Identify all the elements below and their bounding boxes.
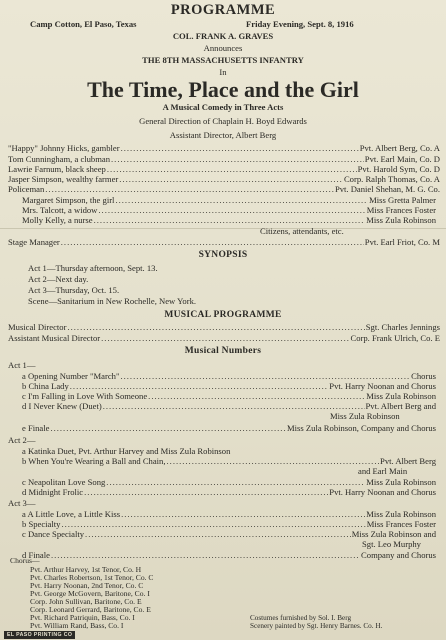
in-text: In [219,67,227,77]
song-title: b China Lady [22,381,69,391]
act-3-label: Act 3— [8,498,36,508]
colonel-name: COL. FRANK A. GRAVES [172,31,274,41]
song-performer: Miss Zula Robinson [366,477,436,487]
cast-role: "Happy" Johnny Hicks, gambler [8,143,120,153]
cast-row [8,184,440,194]
musical-director-name: Sgt. Charles Jennings [365,322,440,332]
cast-actor: Pvt. Earl Main, Co. D [364,154,440,164]
cast-role: Jasper Simpson, wealthy farmer [8,174,119,184]
musical-numbers-heading: Musical Numbers [184,346,262,356]
leader-dots [119,174,343,184]
stage-manager-row [8,237,440,247]
leader-dots [45,184,334,194]
synopsis-line: Act 1—Thursday afternoon, Sept. 13. [28,263,158,273]
synopsis-line: Scene—Sanitarium in New Rochelle, New York. [28,296,197,306]
song-row [22,509,436,519]
chorus-member: Pvt. George McGovern, Baritone, Co. I [30,589,150,598]
song-title: c Dance Specialty [22,529,85,539]
song-performer-continued: Miss Zula Robinson [330,411,400,421]
cast-row [8,174,440,184]
leader-dots [103,401,365,411]
song-performer: Pvt. Harry Noonan and Chorus [329,381,436,391]
leader-dots [107,164,357,174]
leader-dots [61,519,365,529]
song-row [22,456,436,466]
cast-role: Policeman [8,184,45,194]
cast-extra: Citizens, attendants, etc. [260,226,344,236]
cast-row [8,154,440,164]
song-row [22,519,436,529]
synopsis-line: Act 2—Next day. [28,274,89,284]
chorus-member: Corp. John Sullivan, Baritone, Co. E [30,597,142,606]
song-performer: Pvt. Harry Noonan and Chorus [329,487,436,497]
leader-dots [70,381,329,391]
leader-dots [84,487,328,497]
assistant-musical-director-row [8,333,440,343]
song-row [22,487,436,497]
chorus-member: Pvt. William Rand, Bass, Co. I [30,621,124,630]
leader-dots [67,322,364,332]
leader-dots [106,477,365,487]
cast-row [22,205,436,215]
chorus-member: Pvt. Charles Robertson, 1st Tenor, Co. C [30,573,154,582]
song-title: b Specialty [22,519,61,529]
song-performer-continued: and Earl Main [358,466,408,476]
cast-actor: Miss Zula Robinson [366,215,436,225]
song-title: c I'm Falling in Love With Someone [22,391,148,401]
regiment-name: THE 8TH MASSACHUSETTS INFANTRY [142,55,304,65]
song-title: d Finale [22,550,50,560]
song-title: e Finale [22,423,50,433]
song-row [22,529,436,539]
song-performer: Miss Zula Robinson [366,391,436,401]
leader-dots [94,215,366,225]
leader-dots [51,550,360,560]
cast-actor: Pvt. Albert Berg, Co. A [359,143,440,153]
cast-row [22,215,436,225]
song-row [22,381,436,391]
song-title: b When You're Wearing a Ball and Chain, [22,456,166,466]
song-title: a A Little Love, a Little Kiss [22,509,121,519]
chorus-member: Pvt. Harry Noonan, 2nd Tenor, Co. C [30,581,144,590]
costumes-credit: Costumes furnished by Sol. I. Berg [250,614,352,622]
musical-director-row [8,322,440,332]
cast-role: Mrs. Talcott, a widow [22,205,98,215]
location: Camp Cotton, El Paso, Texas [30,19,137,29]
assistant-musical-director-label: Assistant Musical Director [8,333,101,343]
stage-manager-label: Stage Manager [8,237,60,247]
leader-dots [61,237,364,247]
song-performer: Company and Chorus [361,550,436,560]
act-1-label: Act 1— [8,360,36,370]
song-performer: Miss Zula Robinson and [351,529,436,539]
song-title: d Midnight Frolic [22,487,84,497]
leader-dots [148,391,365,401]
cast-role: Lawrie Farnum, black sheep [8,164,106,174]
cast-actor: Miss Frances Foster [366,205,436,215]
performance-date: Friday Evening, Sept. 8, 1916 [246,19,354,29]
announces-text: Announces [203,43,243,53]
leader-dots [101,333,349,343]
chorus-member: Corp. Leonard Gerrard, Baritone, Co. E [30,605,151,614]
leader-dots [85,529,351,539]
general-direction: General Direction of Chaplain H. Boyd Edwards [139,116,307,126]
scenery-credit: Scenery painted by Sgt. Henry Barnes. Co. H. [250,622,383,630]
cast-actor: Corp. Ralph Thomas, Co. A [343,174,440,184]
song-row [22,401,436,411]
cast-role: Molly Kelly, a nurse [22,215,93,225]
stage-manager-name: Pvt. Earl Friot, Co. M [364,237,440,247]
programme-heading: PROGRAMME [170,2,276,18]
song-performer: Chorus [411,371,436,381]
cast-actor: Miss Gretta Palmer [369,195,436,205]
song-row [22,477,436,487]
paper-fold-line [0,228,446,229]
song-performer: Pvt. Albert Berg and [365,401,436,411]
leader-dots [167,456,380,466]
play-title: The Time, Place and the Girl [87,77,359,102]
song-performer: Miss Frances Foster [366,519,436,529]
song-title: a Opening Number "March" [22,371,120,381]
song-performer: Miss Zula Robinson, Company and Chorus [287,423,436,433]
synopsis-heading: SYNOPSIS [198,250,248,260]
cast-role: Tom Cunningham, a clubman [8,154,111,164]
cast-role: Margaret Simpson, the girl [22,195,115,205]
chorus-member: Pvt. Arthur Harvey, 1st Tenor, Co. H [30,565,142,574]
song-row [22,371,436,381]
song-title: c Neapolitan Love Song [22,477,106,487]
cast-row [8,143,440,153]
song-line: a Katinka Duet, Pvt. Arthur Harvey and Miss Zula Robinson [22,446,231,456]
synopsis-line: Act 3—Thursday, Oct. 15. [28,285,120,295]
leader-dots [98,205,365,215]
musical-director-label: Musical Director [8,322,67,332]
printer-imprint: EL PASO PRINTING CO [4,631,75,639]
assistant-musical-director-name: Corp. Frank Ulrich, Co. E [350,333,440,343]
leader-dots [121,509,365,519]
leader-dots [111,154,364,164]
cast-row [22,195,436,205]
cast-actor: Pvt. Harold Sym, Co. D [357,164,440,174]
assistant-director: Assistant Director, Albert Berg [169,130,277,140]
chorus-label: Chorus— [10,556,40,565]
song-performer-continued: Sgt. Leo Murphy [362,539,421,549]
leader-dots [120,371,410,381]
play-subtitle: A Musical Comedy in Three Acts [162,102,284,112]
song-performer: Pvt. Albert Berg [380,456,436,466]
leader-dots [115,195,368,205]
song-performer: Miss Zula Robinson [366,509,436,519]
song-title: d I Never Knew (Duet) [22,401,102,411]
cast-actor: Pvt. Daniel Shehan, M. G. Co. [334,184,440,194]
leader-dots [121,143,359,153]
song-row [22,391,436,401]
chorus-member: Pvt. Richard Patriquin, Bass, Co. I [30,613,135,622]
cast-row [8,164,440,174]
leader-dots [50,423,286,433]
song-row [22,423,436,433]
act-2-label: Act 2— [8,435,36,445]
song-row [22,550,436,560]
musical-programme-heading: MUSICAL PROGRAMME [164,310,282,320]
